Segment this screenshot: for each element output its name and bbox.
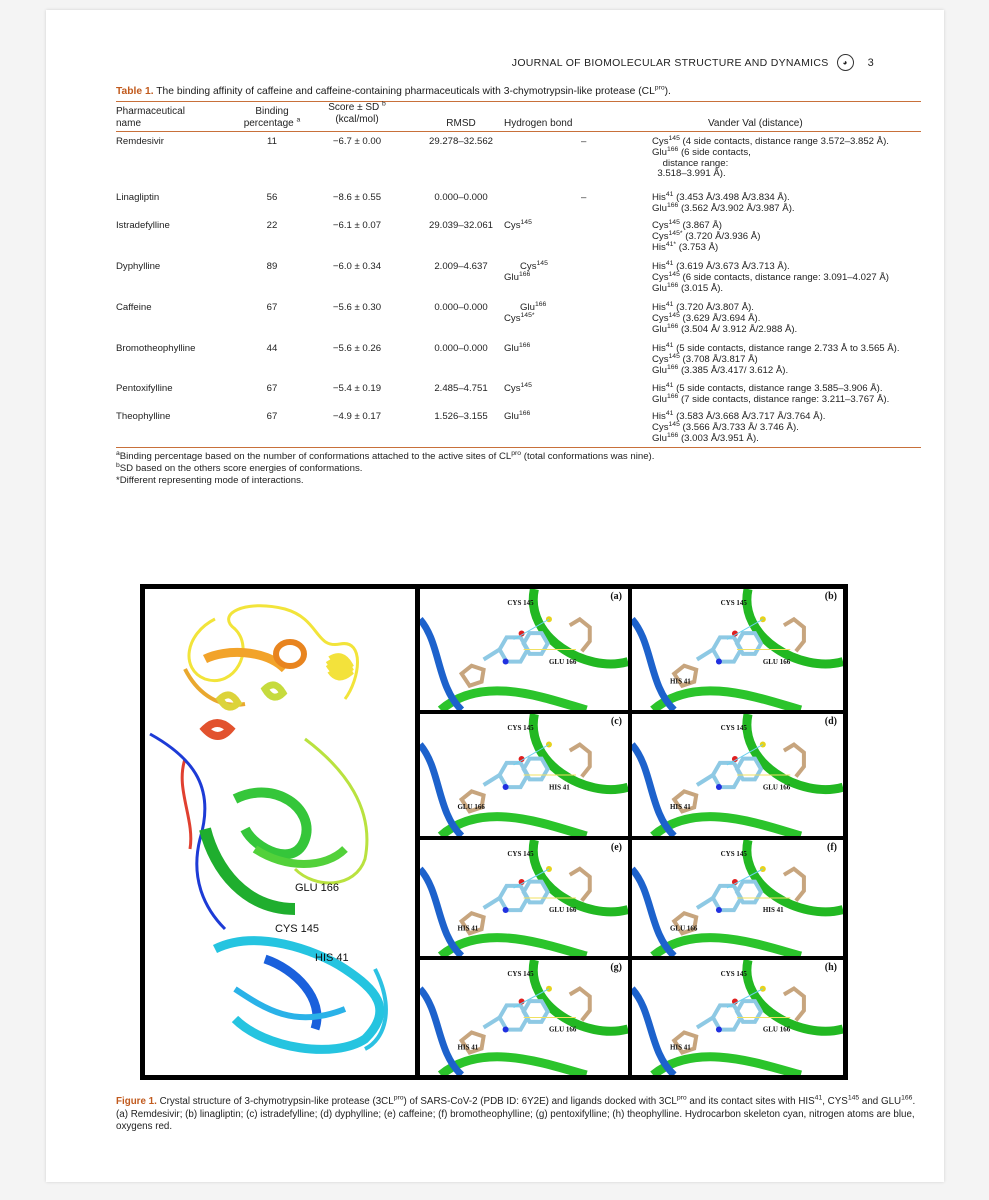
row-hbond: Cys$^{145}$ [504,259,548,272]
footnote: $^a$Binding percentage based on the number of conformations attached to the active sites of $CL^{pro}$ (total conformations was nine). [116,449,655,462]
panel-label: (b) [824,591,837,602]
journal-page [46,10,944,1182]
col-header-pharma: Pharmaceutical name [116,106,185,129]
vdw-line: Cys$^{145}$ (4 side contacts, distance range 3.572–3.852 Å). [652,134,889,147]
vdw-line: His$^{41}$ (5 side contacts, distance range 2.733 Å to 3.565 Å). [652,341,900,354]
row-rmsd: 0.000–0.000 [434,343,488,354]
residue-label: CYS 145 [507,850,534,858]
docking-graphic-b [632,589,843,710]
row-name: Istradefylline [116,220,170,231]
panel-f [632,840,843,956]
col-header-hbond: Hydrogen bond [504,118,573,129]
main-label-glu: GLU 166 [295,882,340,894]
row-binding: 67 [266,383,278,394]
figure-1 [140,584,848,1080]
col-header-binding: Binding percentage $^a$ [243,106,301,129]
row-name: Theophylline [116,411,171,422]
row-binding: 56 [266,192,278,203]
row-hbond: Cys$^{145}$ [504,381,532,394]
residue-label: HIS 41 [669,1043,691,1052]
residue-label: GLU 166 [762,658,791,667]
residue-label: HIS 41 [457,924,479,933]
panel-label: (e) [610,842,622,853]
vdw-line: Cys$^{145}$ (3.566 Å/3.733 Å/ 3.746 Å). [652,420,799,433]
table-caption-text: The binding affinity of caffeine and caffeine-containing pharmaceuticals with 3-chymotrypsin-like protease (CL [156,86,655,97]
vdw-line: His$^{41}$ (5 side contacts, distance range 3.585–3.906 Å). [652,381,883,394]
vdw-line: His$^{41}$ (3.720 Å/3.807 Å). [652,300,754,313]
main-label-his: HIS 41 [315,952,349,964]
row-binding: 11 [267,136,277,147]
residue-label: CYS 145 [720,970,747,978]
residue-label: GLU 166 [548,1025,577,1034]
residue-label: GLU 166 [548,905,577,914]
row-name: Pentoxifylline [116,383,173,394]
vdw-line: His$^{41*}$ (3.753 Å) [652,240,719,253]
vdw-line: distance range: [652,157,729,169]
row-score: −4.9 ± 0.17 [332,411,382,422]
row-hbond-2: Cys$^{145*}$ [504,311,535,324]
page-number: 3 [867,56,874,69]
vdw-line: Glu$^{166}$ (3.015 Å). [652,281,724,294]
docking-graphic-d [632,714,843,836]
panel-b [632,589,843,710]
docking-graphic-c [420,714,628,836]
row-vdw [652,259,889,294]
row-binding: 67 [266,302,278,313]
row-name: Bromotheophylline [116,343,196,354]
residue-label: CYS 145 [720,599,747,607]
panel-c [420,714,628,836]
row-name: Dyphylline [116,261,161,272]
row-rmsd: 0.000–0.000 [434,302,488,313]
residue-label: HIS 41 [669,803,691,812]
row-hbond: – [581,192,587,203]
row-rmsd: 29.278–32.562 [428,136,494,147]
vdw-line: Cys$^{145*}$ (3.720 Å/3.936 Å) [652,229,761,242]
vdw-line: Cys$^{145}$ (3.629 Å/3.694 Å). [652,311,761,324]
journal-logo-icon: ◕ [837,54,854,71]
residue-label: HIS 41 [762,905,784,914]
row-name: Linagliptin [116,192,160,203]
vdw-line: Glu$^{166}$ (7 side contacts, distance range: 3.211–3.767 Å). [652,392,890,405]
docking-graphic-a [420,589,628,710]
vdw-line: His$^{41}$ (3.583 Å/3.668 Å/3.717 Å/3.764 Å). [652,409,826,422]
vdw-line: His$^{41}$ (3.453 Å/3.498 Å/3.834 Å). [652,190,790,203]
table-top-rule [116,101,921,102]
journal-name: JOURNAL OF BIOMOLECULAR STRUCTURE AND DYNAMICS [511,56,829,69]
residue-label: HIS 41 [669,677,691,686]
panel-d [632,714,843,836]
row-binding: 44 [266,343,278,354]
vdw-line: Cys$^{145}$ (3.708 Å/3.817 Å) [652,352,758,365]
panel-g [420,960,628,1075]
panel-label: (c) [610,716,622,727]
row-hbond: Glu$^{166}$ [504,300,547,313]
vdw-line: 3.518–3.991 Å). [652,168,726,180]
residue-label: HIS 41 [457,1043,479,1052]
residue-label: GLU 166 [548,658,577,667]
vdw-line: Glu$^{166}$ (3.003 Å/3.951 Å). [652,431,759,444]
row-vdw [652,300,798,335]
row-name: Caffeine [116,302,152,313]
vdw-line: Glu$^{166}$ (3.562 Å/3.902 Å/3.987 Å). [652,201,795,214]
protein-structure-panel [145,589,415,1075]
row-binding: 22 [266,220,278,231]
row-rmsd: 29.039–32.061 [428,220,494,231]
row-hbond: – [581,136,587,147]
row-score: −5.6 ± 0.30 [332,302,382,313]
col-header-rmsd: RMSD [446,118,476,129]
residue-label: CYS 145 [720,850,747,858]
docking-graphic-f [632,840,843,956]
vdw-line: Cys$^{145}$ (3.867 Å) [652,218,723,231]
residue-label: GLU 166 [762,1025,791,1034]
residue-label: CYS 145 [507,970,534,978]
table-label: Table 1. [116,86,154,97]
residue-label: HIS 41 [548,783,570,792]
vdw-line: Glu$^{166}$ (6 side contacts, [652,145,751,158]
row-rmsd: 2.485–4.751 [434,383,488,394]
residue-label: GLU 166 [762,783,791,792]
row-score: −6.1 ± 0.07 [332,220,382,231]
figure-caption: Figure 1. Crystal structure of 3-chymotrypsin-like protease $(3CL^{pro})$ of SARS-CoV-2 (PDB ID: 6Y2E) and ligands docked with $3CL^{pro}$ and its contact sites with HIS$^{41}$, CYS$^{145}$ and GLU$^{166}$. (a) Remdesivir; (b) linagliptin; (c) istradefylline; (d) dyphylline; (e) caffeine; (f) bromotheophylline; (g) pentoxifylline; (h) theophylline. Hydrocarbon skeleton cyan, nitrogen atoms are blue, oxygens red. [116,1094,916,1132]
panel-h [632,960,843,1075]
vdw-line: Cys$^{145}$ (6 side contacts, distance range: 3.091–4.027 Å) [652,270,889,283]
col-header-score: Score ± SD $^b$ (kcal/mol) [328,100,386,125]
row-hbond: Glu$^{166}$ [504,409,531,422]
panel-a [420,589,628,710]
table-caption-sup: pro [654,84,665,92]
panel-label: (h) [824,962,837,973]
row-score: −8.6 ± 0.55 [332,192,382,203]
row-score: −6.7 ± 0.00 [332,136,382,147]
row-rmsd: 0.000–0.000 [434,192,488,203]
row-score: −5.6 ± 0.26 [332,343,382,354]
col-header-vdw: Vander Val (distance) [708,118,803,129]
row-vdw [652,218,761,253]
row-score: −5.4 ± 0.19 [332,383,382,394]
panel-label: (d) [824,716,837,727]
vdw-line: Glu$^{166}$ (3.385 Å/3.417/ 3.612 Å). [652,363,789,376]
vdw-line: His$^{41}$ (3.619 Å/3.673 Å/3.713 Å). [652,259,790,272]
table-header-rule [116,131,921,132]
panel-label: (a) [610,591,622,602]
running-head [512,54,874,71]
residue-label: CYS 145 [720,724,747,732]
row-score: −6.0 ± 0.34 [332,261,382,272]
panel-e [420,840,628,956]
residue-label: CYS 145 [507,599,534,607]
row-binding: 89 [266,261,278,272]
row-hbond: Cys$^{145}$ [504,218,532,231]
docking-graphic-h [632,960,843,1075]
panel-label: (g) [610,962,622,973]
row-vdw [652,381,890,406]
docking-graphic-e [420,840,628,956]
main-label-cys: CYS 145 [275,923,320,935]
row-vdw [652,341,900,376]
residue-label: CYS 145 [507,724,534,732]
footnote: *Different representing mode of interactions. [116,475,304,486]
table-caption-end: ). [664,86,671,97]
residue-label: GLU 166 [669,924,698,933]
table-bottom-rule [116,447,921,448]
row-hbond-2: Glu$^{166}$ [504,270,531,283]
row-vdw [652,409,826,444]
docking-graphic-g [420,960,628,1075]
row-rmsd: 2.009–4.637 [434,261,488,272]
row-vdw [652,190,795,215]
residue-label: GLU 166 [457,803,485,812]
panel-label: (f) [827,842,837,853]
row-hbond: Glu$^{166}$ [504,341,531,354]
row-name: Remdesivir [116,136,164,147]
row-vdw [652,134,889,180]
table-caption [116,86,671,97]
row-binding: 67 [266,411,278,422]
ribbon-structure-graphic [145,589,415,1075]
row-rmsd: 1.526–3.155 [434,411,488,422]
footnote: $^b$SD based on the others score energies of conformations. [116,461,363,474]
vdw-line: Glu$^{166}$ (3.504 Å/ 3.912 Å/2.988 Å). [652,322,798,335]
